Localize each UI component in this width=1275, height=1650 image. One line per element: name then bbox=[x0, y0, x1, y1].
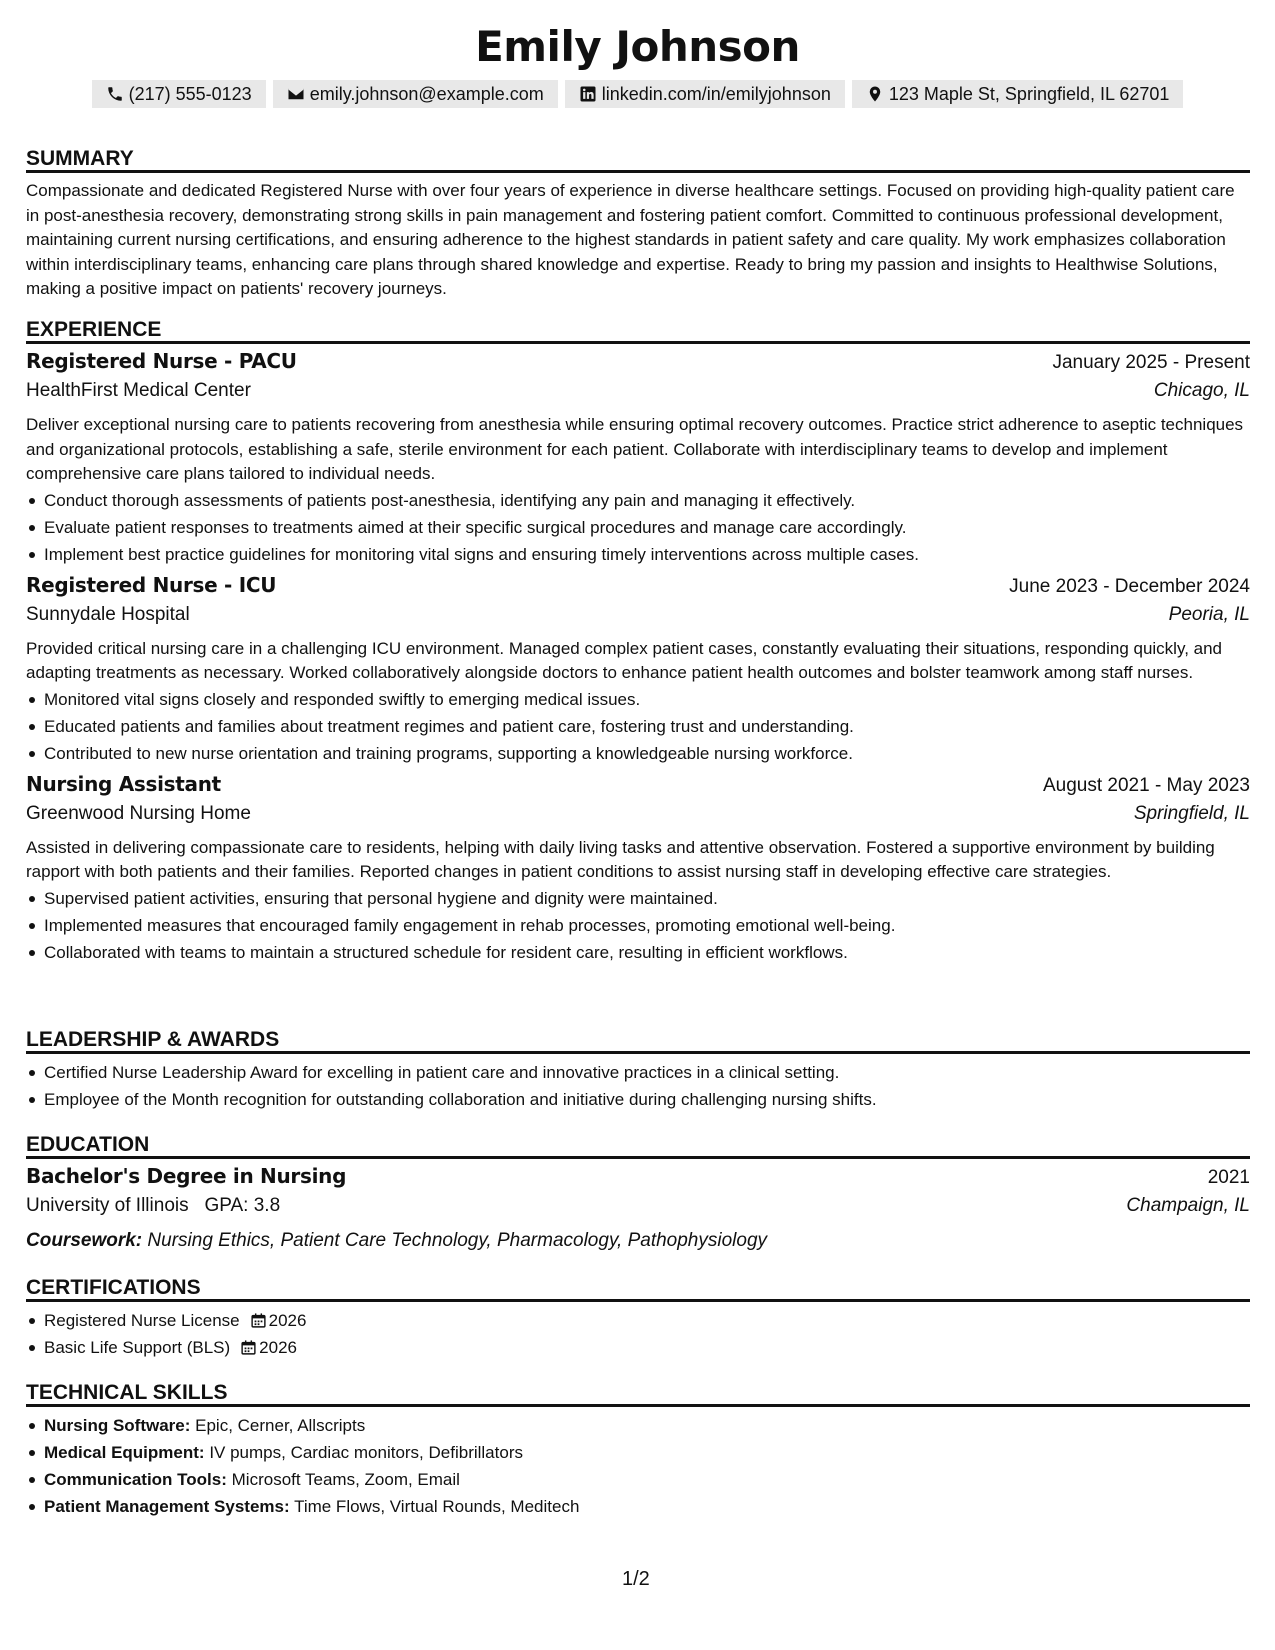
skills-list bbox=[26, 1412, 1250, 1520]
skill-value: Microsoft Teams, Zoom, Email bbox=[231, 1470, 460, 1489]
certifications-heading: CERTIFICATIONS bbox=[26, 1274, 1250, 1302]
summary-heading: SUMMARY bbox=[26, 145, 1250, 173]
graduation-year: 2021 bbox=[1207, 1167, 1250, 1188]
list-item: Conduct thorough assessments of patients post-anesthesia, identifying any pain and managing it effectively. bbox=[26, 487, 1250, 514]
page-number: 1/2 bbox=[622, 1568, 650, 1590]
list-item: Employee of the Month recognition for outstanding collaboration and initiative during challenging nursing shifts. bbox=[26, 1086, 1250, 1113]
job-entry bbox=[26, 573, 1250, 767]
job-location: Peoria, IL bbox=[1168, 603, 1250, 625]
contact-email-text: emily.johnson@example.com bbox=[309, 83, 544, 104]
job-entry bbox=[26, 349, 1250, 568]
skill-label: Communication Tools: bbox=[44, 1470, 227, 1489]
certifications-list bbox=[26, 1307, 1250, 1361]
certification-name: Basic Life Support (BLS) bbox=[44, 1338, 231, 1357]
skill-value: Time Flows, Virtual Rounds, Meditech bbox=[294, 1497, 580, 1516]
job-dates: January 2025 - Present bbox=[1052, 352, 1250, 373]
leadership-heading: LEADERSHIP & AWARDS bbox=[26, 1026, 1250, 1054]
contact-linkedin[interactable] bbox=[565, 80, 845, 108]
gpa: GPA: 3.8 bbox=[204, 1195, 281, 1216]
contact-bar bbox=[0, 80, 1275, 108]
list-item: Supervised patient activities, ensuring that personal hygiene and dignity were maintained. bbox=[26, 885, 1250, 912]
job-bullets bbox=[26, 487, 1250, 568]
list-item bbox=[26, 1412, 1250, 1439]
calendar-icon bbox=[250, 1312, 267, 1329]
job-dates: June 2023 - December 2024 bbox=[1009, 575, 1250, 597]
skill-label: Medical Equipment: bbox=[44, 1443, 205, 1462]
job-organization: Sunnydale Hospital bbox=[26, 603, 190, 625]
coursework bbox=[26, 1226, 1250, 1256]
calendar-icon bbox=[240, 1339, 257, 1356]
school-name: University of Illinois bbox=[26, 1195, 189, 1216]
job-bullets bbox=[26, 686, 1250, 767]
contact-phone-text: (217) 555-0123 bbox=[128, 83, 252, 104]
contact-address bbox=[852, 80, 1184, 108]
candidate-name: Emily Johnson bbox=[475, 22, 800, 71]
list-item bbox=[26, 1439, 1250, 1466]
contact-email[interactable] bbox=[273, 80, 558, 108]
leadership-list bbox=[26, 1059, 1250, 1113]
certification-name: Registered Nurse License bbox=[44, 1311, 240, 1330]
coursework-label: Coursework: bbox=[26, 1230, 143, 1251]
summary-text: Compassionate and dedicated Registered Nurse with over four years of experience in diverse healthcare settings. Focused on providing high-quality patient care in post-anesthesia recovery, demonstrating strong skills in pain management and fostering patient comfort. Committed to continuous professional development, maintaining current nursing certifications, and ensuring adherence to the highest standards in patient safety and care quality. My work emphasizes collaboration within interdisciplinary teams, enhancing care plans through shared knowledge and expertise. Ready to bring my passion and insights to Healthwise Solutions, making a positive impact on patients' recovery journeys. bbox=[26, 181, 1235, 298]
list-item: Educated patients and families about treatment regimes and patient care, fostering trust and understanding. bbox=[26, 713, 1250, 740]
list-item: Certified Nurse Leadership Award for excelling in patient care and innovative practices in a clinical setting. bbox=[26, 1059, 1250, 1086]
experience-heading: EXPERIENCE bbox=[26, 316, 1250, 344]
certifications-section bbox=[26, 1274, 1250, 1361]
map-pin-icon bbox=[866, 85, 884, 103]
job-title: Registered Nurse - PACU bbox=[26, 349, 297, 373]
job-bullets bbox=[26, 885, 1250, 966]
job-description: Provided critical nursing care in a challenging ICU environment. Managed complex patient cases, constantly evaluating their situations, responding quickly, and adapting treatments as necessary. Worked collaboratively alongside doctors to enhance patient health outcomes and bolster teamwork among staff nurses. bbox=[26, 638, 1223, 682]
list-item bbox=[26, 1466, 1250, 1493]
education-heading: EDUCATION bbox=[26, 1131, 1250, 1159]
job-organization: HealthFirst Medical Center bbox=[26, 380, 251, 401]
list-item: Collaborated with teams to maintain a structured schedule for resident care, resulting in efficient workflows. bbox=[26, 939, 1250, 966]
job-title: Nursing Assistant bbox=[26, 771, 221, 796]
experience-section bbox=[26, 316, 1250, 966]
school-location: Champaign, IL bbox=[1126, 1195, 1250, 1216]
job-description: Deliver exceptional nursing care to patients recovering from anesthesia while ensuring optimal recovery outcomes. Practice strict adherence to aseptic techniques and organizational protocols, establishing a safe, sterile environment for each patient. Collaborate with interdisciplinary teams to develop and implement comprehensive care plans tailored to individual needs. bbox=[26, 415, 1244, 483]
job-title: Registered Nurse - ICU bbox=[26, 572, 277, 597]
job-description: Assisted in delivering compassionate care to residents, helping with daily living tasks and attentive observation. Fostered a supportive environment by building rapport with both patients and their families. Reported changes in patient conditions to assist nursing staff in developing effective care strategies. bbox=[26, 837, 1215, 881]
summary-section bbox=[26, 145, 1250, 302]
skill-value: IV pumps, Cardiac monitors, Defibrillators bbox=[209, 1443, 523, 1462]
certification-year: 2026 bbox=[268, 1311, 307, 1330]
list-item: Monitored vital signs closely and responded swiftly to emerging medical issues. bbox=[26, 686, 1250, 713]
envelope-icon bbox=[287, 85, 305, 103]
list-item: Evaluate patient responses to treatments aimed at their specific surgical procedures and manage care accordingly. bbox=[26, 514, 1250, 541]
job-entry bbox=[26, 772, 1250, 966]
education-section bbox=[26, 1131, 1250, 1256]
contact-phone[interactable] bbox=[92, 80, 266, 108]
job-location: Springfield, IL bbox=[1133, 802, 1250, 824]
school-info bbox=[26, 1195, 280, 1217]
skills-heading: TECHNICAL SKILLS bbox=[26, 1379, 1250, 1407]
list-item: Contributed to new nurse orientation and training programs, supporting a knowledgeable nursing workforce. bbox=[26, 740, 1250, 767]
list-item: Implemented measures that encouraged family engagement in rehab processes, promoting emotional well-being. bbox=[26, 912, 1250, 939]
degree-title: Bachelor's Degree in Nursing bbox=[26, 1164, 347, 1188]
list-item: Implement best practice guidelines for monitoring vital signs and ensuring timely interventions across multiple cases. bbox=[26, 541, 1250, 568]
job-dates: August 2021 - May 2023 bbox=[1042, 774, 1250, 796]
list-item bbox=[26, 1493, 1250, 1520]
list-item bbox=[26, 1307, 1250, 1334]
skill-label: Nursing Software: bbox=[44, 1416, 191, 1435]
leadership-section bbox=[26, 1026, 1250, 1113]
certification-year: 2026 bbox=[259, 1338, 297, 1357]
skills-section bbox=[26, 1379, 1250, 1520]
job-location: Chicago, IL bbox=[1153, 380, 1250, 401]
contact-linkedin-text: linkedin.com/in/emilyjohnson bbox=[601, 83, 831, 104]
skill-label: Patient Management Systems: bbox=[44, 1497, 290, 1516]
list-item bbox=[26, 1334, 1250, 1361]
linkedin-icon bbox=[579, 85, 597, 103]
phone-icon bbox=[106, 85, 124, 103]
coursework-list: Nursing Ethics, Patient Care Technology, Pharmacology, Pathophysiology bbox=[147, 1230, 768, 1251]
contact-address-text: 123 Maple St, Springfield, IL 62701 bbox=[888, 83, 1170, 104]
job-organization: Greenwood Nursing Home bbox=[26, 802, 251, 824]
skill-value: Epic, Cerner, Allscripts bbox=[195, 1416, 366, 1435]
